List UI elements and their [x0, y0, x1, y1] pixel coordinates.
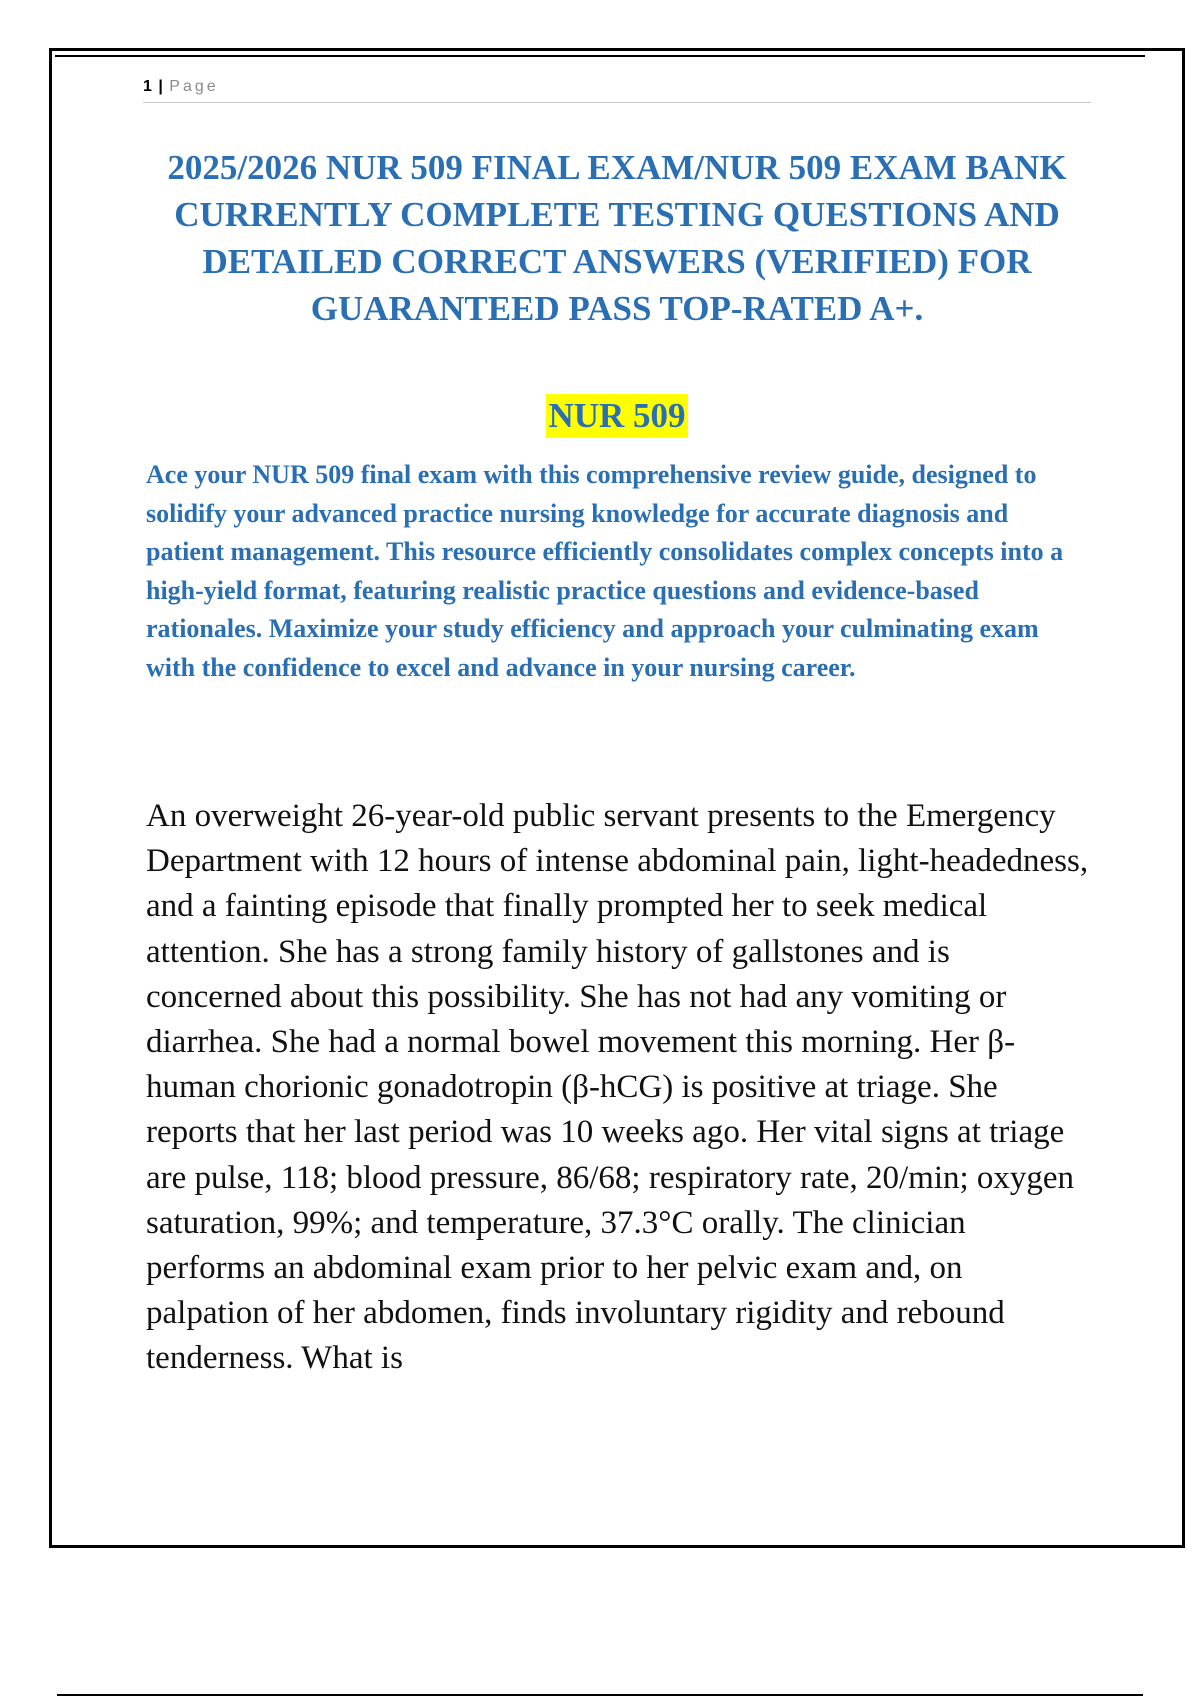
- course-code-highlight: NUR 509: [546, 394, 687, 438]
- course-code-container: [143, 394, 1091, 438]
- page-separator: |: [158, 78, 163, 95]
- page-header: [143, 74, 1091, 103]
- document-title: 2025/2026 NUR 509 FINAL EXAM/NUR 509 EXAM BANK CURRENTLY COMPLETE TESTING QUESTIONS AND DETAILED CORRECT ANSWERS (VERIFIED) FOR GUARANTEED PASS TOP-RATED A+.: [167, 148, 1067, 328]
- top-rule: [55, 55, 1145, 57]
- page-number: 1: [143, 78, 152, 95]
- question-paragraph: An overweight 26-year-old public servant presents to the Emergency Department with 12 hours of intense abdominal pain, light-headedness, and a fainting episode that finally prompted her to seek medical attention. She has a strong family history of gallstones and is concerned about this possibility. She has not had any vomiting or diarrhea. She had a normal bowel movement this morning. Her β-human chorionic gonadotropin (β-hCG) is positive at triage. She reports that her last period was 10 weeks ago. Her vital signs at triage are pulse, 118; blood pressure, 86/68; respiratory rate, 20/min; oxygen saturation, 99%; and temperature, 37.3°C orally. The clinician performs an abdominal exam prior to her pelvic exam and, on palpation of her abdomen, finds involuntary rigidity and rebound tenderness. What is: [146, 798, 1089, 1377]
- page-label: Page: [169, 78, 219, 95]
- bottom-rule: [57, 1694, 1143, 1696]
- summary-paragraph: Ace your NUR 509 final exam with this comprehensive review guide, designed to solidify your advanced practice nursing knowledge for accurate diagnosis and patient management. This resource efficiently consolidates complex concepts into a high-yield format, featuring realistic practice questions and evidence-based rationales. Maximize your study efficiency and approach your culminating exam with the confidence to excel and advance in your nursing career.: [146, 460, 1064, 682]
